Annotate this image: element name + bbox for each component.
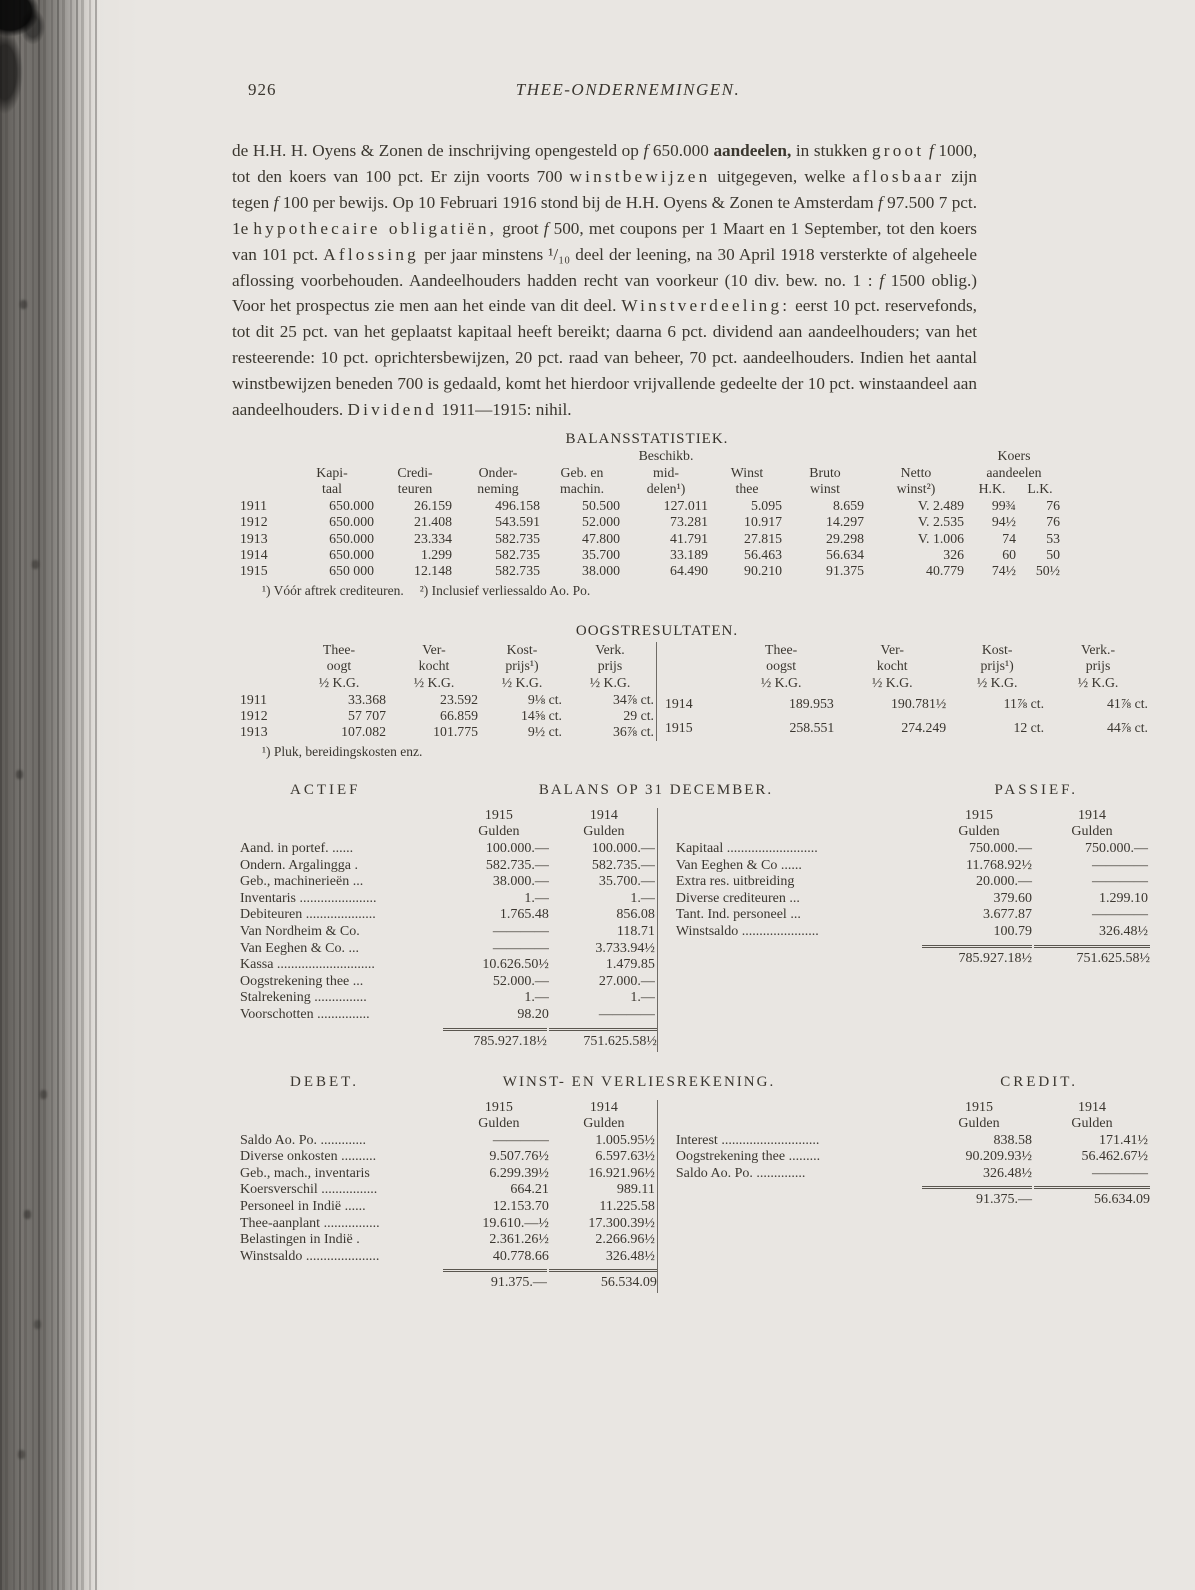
table-cell: ———— bbox=[1092, 857, 1148, 873]
table-row bbox=[232, 1249, 657, 1266]
table-cell: 1912 bbox=[240, 514, 268, 530]
table-cell: 189.953 bbox=[788, 695, 834, 711]
running-head bbox=[232, 80, 1150, 106]
table-cell: 57 707 bbox=[348, 707, 386, 723]
table-cell: Extra res. uitbreiding bbox=[675, 874, 795, 890]
table-cell: 66.859 bbox=[440, 707, 478, 723]
table-row bbox=[668, 1149, 1150, 1166]
table-cell: 76 bbox=[1046, 514, 1060, 530]
table-cell: 10.626.50½ bbox=[482, 957, 549, 973]
table-row bbox=[232, 1166, 657, 1183]
table-cell: 21.408 bbox=[414, 514, 452, 530]
paragraph-segment: eerst 10 pct. reservefonds, tot dit 25 pct. van het geplaatst kapitaal heeft bereikt; daarna 6 pct. dividend aan aandeelhouders; van het resteerende: 10 pct. oprichtersbewijzen, 20 pct. raad van beheer, 70 pct. aandeelhouders. Indien het aantal winstbewijzen beneden 700 is gedaald, komt het hierdoor vrijvallende gedeelte der 10 pct. winstaandeel aan aandeelhouders. bbox=[232, 296, 977, 420]
table-cell: 38.000.— bbox=[492, 874, 549, 890]
table-cell: 2.266.96½ bbox=[595, 1232, 655, 1248]
table-cell: 379.60 bbox=[993, 890, 1032, 906]
table-cell: Kassa ............................ bbox=[240, 957, 375, 973]
table-cell: 10.917 bbox=[744, 514, 782, 530]
table-cell: ———— bbox=[598, 1006, 655, 1022]
page-number: 926 bbox=[248, 80, 277, 99]
table-row bbox=[232, 957, 657, 974]
table-cell: 3.677.87 bbox=[983, 907, 1032, 923]
table-cell: 9.507.76½ bbox=[489, 1149, 549, 1165]
table-cell: 107.082 bbox=[341, 724, 386, 740]
table-cell: 56.463 bbox=[744, 546, 782, 562]
paragraph-segment: 1911—1915: nihil. bbox=[437, 400, 572, 420]
table-cell: 98.20 bbox=[517, 1006, 549, 1022]
table-cell: Oogstrekening thee ......... bbox=[675, 1149, 821, 1165]
paragraph-segment: groot bbox=[497, 218, 544, 238]
table-cell: 41⅞ ct. bbox=[1107, 695, 1148, 711]
table-cell: 1.479.85 bbox=[605, 957, 655, 973]
table-cell: 16.921.96½ bbox=[588, 1165, 655, 1181]
table-cell: Van Nordheim & Co. bbox=[240, 923, 360, 939]
table-cell: Stalrekening ............... bbox=[240, 990, 367, 1006]
table-cell: 496.158 bbox=[495, 497, 540, 513]
table-cell: Diverse onkosten .......... bbox=[240, 1149, 377, 1165]
paragraph-segment: Winstverdeeling: bbox=[621, 296, 791, 316]
table-cell: 582.735 bbox=[495, 530, 540, 546]
paragraph-segment: Aflossing bbox=[323, 244, 419, 264]
table-row bbox=[232, 692, 656, 708]
table-cell: 91.375 bbox=[826, 563, 864, 579]
table-cell: 127.011 bbox=[663, 497, 708, 513]
table-cell: 1.— bbox=[524, 890, 549, 906]
table-cell: 1912 bbox=[240, 707, 268, 723]
header-row-top: Kapi- Credi- Onder- Geb. en mid- Winst Bruto Netto aandeelen bbox=[316, 464, 1042, 480]
table-row bbox=[232, 708, 656, 724]
table-cell: 35.700 bbox=[582, 546, 620, 562]
paragraph-segment: 650.000 bbox=[648, 141, 714, 160]
table-row bbox=[232, 1007, 657, 1024]
table-cell: 9⅛ ct. bbox=[527, 691, 562, 707]
table-cell: 76 bbox=[1046, 497, 1060, 513]
table-cell: 36⅞ ct. bbox=[613, 724, 654, 740]
table-cell: 90.210 bbox=[744, 563, 782, 579]
table-row bbox=[232, 974, 657, 991]
table-cell: 90.209.93½ bbox=[965, 1149, 1032, 1165]
table-row bbox=[232, 1232, 657, 1249]
table-cell: 1915 bbox=[240, 563, 268, 579]
table-row bbox=[668, 874, 1150, 891]
passief-table: 1915 1914 Gulden Gulden Kapitaal .......................... 750.000.— 750.000.— Van Eeghen & Co ...... 11.768.92½ ———— Extra res. uitbreiding 20.000.— ———— Diverse crediteuren ... 379.60 1.299.10 Tant. Ind. personeel ... 3.677.87 ———— Winstsaldo ...................... 100.79 326.48½ bbox=[668, 808, 1150, 941]
debet-table: 1915 1914 Gulden Gulden Saldo Ao. Po. ............. ———— 1.005.95½ Diverse onkosten .......... 9.507.76½ 6.597.63½ Geb., mach., inventaris 6.299.39½ 16.921.96½ Koersverschil ................ 664.21 989.11 Personeel in Indië ...... 12.153.70 11.225.58 Thee-aanplant ................ 19.610.—½ 17.300.39½ Belastingen in Indië . 2.361.26½ 2.266.96½ Winstsaldo ..................... 40.778.66 326.48½ bbox=[232, 1100, 657, 1266]
table-cell: 12 ct. bbox=[1013, 720, 1045, 736]
paragraph-segment: hypothecaire obligatiën, bbox=[253, 218, 498, 238]
table-row bbox=[668, 841, 1150, 858]
table-cell: 33.189 bbox=[670, 546, 708, 562]
table-cell: 40.778.66 bbox=[492, 1248, 549, 1264]
table-cell: 23.334 bbox=[414, 530, 452, 546]
table-cell: Saldo Ao. Po. ............. bbox=[240, 1132, 367, 1148]
table-cell: 64.490 bbox=[670, 563, 708, 579]
table-row bbox=[232, 1149, 657, 1166]
table-cell: 856.08 bbox=[616, 907, 655, 923]
table-cell: 989.11 bbox=[616, 1182, 655, 1198]
paragraph-segment: 100 per bewijs. Op 10 Februari 1916 stond bij de H.H. Oyens & Zonen te Amsterdam bbox=[278, 192, 878, 212]
table-cell: 1.— bbox=[524, 990, 549, 1006]
table-cell: ———— bbox=[1092, 907, 1148, 923]
table-cell: ———— bbox=[1092, 1165, 1148, 1181]
table-cell: 50.500 bbox=[582, 497, 620, 513]
table-row bbox=[668, 858, 1150, 875]
debet-total: 91.375.— 56.534.09 bbox=[232, 1269, 657, 1293]
table-cell: 1911 bbox=[240, 497, 268, 513]
table-row bbox=[668, 907, 1150, 924]
table-cell: 1914 bbox=[665, 695, 693, 711]
table-cell: 8.659 bbox=[832, 497, 864, 513]
table-cell: 56.462.67½ bbox=[1081, 1149, 1148, 1165]
table-cell: 52.000 bbox=[582, 514, 620, 530]
table-row bbox=[232, 498, 1062, 514]
winst-verlies-title: WINST- EN VERLIESREKENING. bbox=[502, 1073, 776, 1090]
table-cell: 50 bbox=[1046, 546, 1060, 562]
table-cell: 326.48½ bbox=[1099, 923, 1148, 939]
table-row bbox=[232, 1199, 657, 1216]
table-cell: 2.361.26½ bbox=[489, 1232, 549, 1248]
table-cell: 543.591 bbox=[495, 514, 540, 530]
paragraph-segment: de H.H. H. Oyens & Zonen de inschrijving opengesteld op bbox=[232, 141, 644, 160]
credit-total: 91.375.— 56.634.09 bbox=[668, 1186, 1150, 1210]
paragraph-segment: f bbox=[273, 192, 279, 212]
table-cell: 6.299.39½ bbox=[489, 1165, 549, 1181]
paragraph-segment: f bbox=[543, 218, 549, 238]
header-row-beschikb: Beschikb. Koers bbox=[638, 447, 1031, 463]
table-cell: 38.000 bbox=[582, 563, 620, 579]
credit-table: 1915 1914 Gulden Gulden Interest ............................ 838.58 171.41½ Oogstrekening thee ......... 90.209.93½ 56.462.67½ Saldo Ao. Po. .............. 326.48½ ———— bbox=[668, 1100, 1150, 1183]
table-row bbox=[668, 924, 1150, 941]
balansstatistiek-title: BALANSSTATISTIEK. bbox=[565, 430, 729, 447]
table-cell: V. 2.489 bbox=[917, 497, 964, 513]
paragraph-segment: 1500 oblig.) Voor het prospectus zie men aan het einde van dit deel. bbox=[232, 270, 977, 316]
header-row-bottom: taal teuren neming machin. delen¹) thee winst winst²) H.K. L.K. bbox=[322, 481, 1053, 497]
table-cell: 1.765.48 bbox=[499, 907, 549, 923]
paragraph-segment: f bbox=[643, 141, 649, 160]
paragraph-segment: f bbox=[877, 192, 883, 212]
table-cell: 41.791 bbox=[670, 530, 708, 546]
table-cell: 274.249 bbox=[901, 720, 947, 736]
table-cell: 171.41½ bbox=[1099, 1132, 1148, 1148]
table-cell: Winstsaldo ..................... bbox=[240, 1248, 380, 1264]
paragraph-segment: 1000, tot den koers van 100 pct. Er zijn voorts 700 bbox=[232, 141, 978, 186]
table-cell: 650.000 bbox=[329, 530, 374, 546]
oogstresultaten-footnote: ¹) Pluk, bereidingskosten enz. bbox=[262, 743, 423, 759]
table-cell: 326 bbox=[943, 546, 964, 562]
paragraph-segment: per jaar minstens ¹/₁₀ deel der leening, na 30 April 1918 versterkte of algeheele aflossing voorbehouden. Aandeelhouders hadden recht van voorkeur (10 div. bew. no. 1 : bbox=[232, 244, 977, 290]
table-cell: 750.000.— bbox=[1085, 840, 1148, 856]
table-row bbox=[232, 531, 1062, 547]
table-cell: 258.551 bbox=[789, 720, 835, 736]
table-cell: 11⅞ ct. bbox=[1003, 695, 1045, 711]
table-cell: 5.095 bbox=[750, 497, 782, 513]
oogstresultaten-title: OOGSTRESULTATEN. bbox=[575, 622, 739, 639]
table-cell: 53 bbox=[1046, 530, 1060, 546]
table-cell: 34⅞ ct. bbox=[613, 691, 654, 707]
balans-section bbox=[232, 782, 1150, 1052]
table-cell: 582.735.— bbox=[591, 857, 655, 873]
actief-table: 1915 1914 Gulden Gulden Aand. in portef. ...... 100.000.— 100.000.— Ondern. Argalingga . 582.735.— 582.735.— Geb., machinerieën ... 38.000.— 35.700.— Inventaris ...................... 1.— 1.— Debiteuren .................... 1.765.48 856.08 Van Nordheim & Co. ———— 118.71 Van Eeghen & Co. ... ———— 3.733.94½ Kassa ............................ 10.626.50½ 1.479.85 Oogstrekening thee ... 52.000.— 27.000.— Stalrekening ............... 1.— 1.— Voorschotten ............... 98.20 ———— bbox=[232, 808, 657, 1024]
table-cell: 52.000.— bbox=[492, 973, 549, 989]
table-cell: Inventaris ...................... bbox=[240, 890, 377, 906]
table-row bbox=[232, 514, 1062, 530]
balansstatistiek-table bbox=[232, 448, 1062, 580]
table-cell: 650.000 bbox=[329, 497, 374, 513]
table-cell: 14.297 bbox=[826, 514, 864, 530]
table-row bbox=[232, 1182, 657, 1199]
actief-total: 785.927.18½ 751.625.58½ bbox=[232, 1028, 657, 1052]
table-cell: Ondern. Argalingga . bbox=[240, 857, 358, 873]
table-cell: 838.58 bbox=[993, 1132, 1032, 1148]
table-cell: Voorschotten ............... bbox=[240, 1006, 370, 1022]
winst-verlies-section bbox=[232, 1074, 1150, 1294]
table-cell: 11.768.92½ bbox=[966, 857, 1032, 873]
table-row bbox=[232, 874, 657, 891]
table-cell: 326.48½ bbox=[605, 1248, 655, 1264]
table-cell: Interest ............................ bbox=[675, 1132, 820, 1148]
table-row bbox=[668, 891, 1150, 908]
balans-title: BALANS OP 31 DECEMBER. bbox=[538, 781, 774, 798]
table-cell: 20.000.— bbox=[976, 874, 1032, 890]
paragraph-segment: uitgegeven, welke bbox=[710, 166, 853, 186]
table-cell: 582.735.— bbox=[485, 857, 549, 873]
table-cell: 1.— bbox=[630, 890, 655, 906]
table-cell: 17.300.39½ bbox=[588, 1215, 655, 1231]
table-row bbox=[232, 841, 657, 858]
debet-column bbox=[232, 1100, 657, 1294]
table-cell: Koersverschil ................ bbox=[240, 1182, 378, 1198]
table-cell: 23.592 bbox=[440, 691, 478, 707]
table-cell: 27.815 bbox=[744, 530, 782, 546]
table-cell: V. 2.535 bbox=[917, 514, 964, 530]
table-cell: Diverse crediteuren ... bbox=[675, 890, 800, 906]
table-cell: 99¾ bbox=[991, 497, 1016, 513]
main-paragraph bbox=[232, 138, 977, 423]
table-cell: 100.000.— bbox=[591, 840, 655, 856]
table-cell: 118.71 bbox=[616, 923, 655, 939]
paragraph-segment: in stukken bbox=[791, 141, 873, 160]
table-cell: Aand. in portef. ...... bbox=[240, 840, 354, 856]
paragraph-segment: aflosbaar bbox=[852, 166, 945, 186]
table-cell: 74 bbox=[1002, 530, 1016, 546]
paragraph-segment: groot bbox=[872, 141, 925, 160]
paragraph-segment: 97.500 7 pct. 1e bbox=[232, 192, 977, 238]
table-cell: ———— bbox=[492, 1132, 549, 1148]
table-cell: Tant. Ind. personeel ... bbox=[675, 907, 801, 923]
table-cell: 750.000.— bbox=[969, 840, 1032, 856]
table-row bbox=[232, 547, 1062, 563]
table-cell: 1911 bbox=[240, 691, 268, 707]
table-cell: Van Eeghen & Co. ... bbox=[240, 940, 359, 956]
paragraph-segment: aandeelen, bbox=[713, 141, 792, 160]
table-cell: 100.79 bbox=[993, 923, 1032, 939]
table-cell: 12.153.70 bbox=[492, 1199, 549, 1215]
table-cell: Debiteuren .................... bbox=[240, 907, 376, 923]
page-header-title: THEE-ONDERNEMINGEN. bbox=[515, 80, 741, 99]
table-cell: 26.159 bbox=[414, 497, 452, 513]
table-cell: Geb., mach., inventaris bbox=[240, 1165, 370, 1181]
table-cell: 1.005.95½ bbox=[595, 1132, 655, 1148]
table-cell: 11.225.58 bbox=[599, 1199, 655, 1215]
table-cell: 1913 bbox=[240, 724, 268, 740]
table-cell: 33.368 bbox=[348, 691, 386, 707]
table-row bbox=[232, 1216, 657, 1233]
table-cell: 100.000.— bbox=[485, 840, 549, 856]
table-cell: 19.610.—½ bbox=[482, 1215, 549, 1231]
table-cell: 9½ ct. bbox=[527, 724, 562, 740]
table-cell: 1913 bbox=[240, 530, 268, 546]
balansstatistiek-section bbox=[232, 431, 1062, 599]
oogstresultaten-table-left: Thee- Ver- Kost- Verk. oogt kocht prijs¹) prijs ½ K.G. ½ K.G. ½ K.G. ½ K.G. 1911 33.368 23.592 9⅛ ct. 34⅞ ct. 1912 57 707 66.859 14⅝ ct. 29 ct. 1913 107.082 101.775 9½ ct. 36⅞ ct. bbox=[232, 642, 656, 741]
table-cell: 29.298 bbox=[826, 530, 864, 546]
table-cell: 35.700.— bbox=[598, 874, 655, 890]
table-cell: Belastingen in Indië . bbox=[240, 1232, 360, 1248]
oogstresultaten-table-right: Thee- Ver- Kost- Verk.- oogst kocht prijs¹) prijs ½ K.G. ½ K.G. ½ K.G. ½ K.G. 1914 189.953 190.781½ 11⅞ ct. 41⅞ ct. 1915 258.551 274.249 12 ct. 44⅞ ct. bbox=[656, 642, 1150, 741]
table-cell: Saldo Ao. Po. .............. bbox=[675, 1165, 806, 1181]
table-cell: Thee-aanplant ................ bbox=[240, 1215, 380, 1231]
actief-label: ACTIEF bbox=[290, 781, 361, 798]
table-cell: Kapitaal .......................... bbox=[675, 840, 818, 856]
table-cell: 101.775 bbox=[433, 724, 478, 740]
table-cell: 3.733.94½ bbox=[595, 940, 655, 956]
table-cell: 40.779 bbox=[926, 563, 964, 579]
table-cell: 664.21 bbox=[510, 1182, 549, 1198]
passief-label: PASSIEF. bbox=[994, 781, 1078, 798]
table-cell: 47.800 bbox=[582, 530, 620, 546]
table-cell: 582.735 bbox=[495, 546, 540, 562]
credit-label: CREDIT. bbox=[1000, 1073, 1078, 1090]
table-cell: 1.299.10 bbox=[1099, 890, 1148, 906]
table-cell: 6.597.63½ bbox=[595, 1149, 655, 1165]
table-cell: Geb., machinerieën ... bbox=[240, 874, 364, 890]
passief-total: 785.927.18½ 751.625.58½ bbox=[668, 945, 1150, 969]
table-cell: 650 000 bbox=[329, 563, 374, 579]
table-row bbox=[232, 924, 657, 941]
table-cell: 1.299 bbox=[420, 546, 452, 562]
table-cell: 190.781½ bbox=[891, 695, 947, 711]
table-cell: 73.281 bbox=[670, 514, 708, 530]
paragraph-segment: winstbewijzen bbox=[569, 166, 711, 186]
table-cell: Van Eeghen & Co ...... bbox=[675, 857, 802, 873]
table-cell: 12.148 bbox=[414, 563, 452, 579]
passief-column bbox=[657, 808, 1150, 1052]
table-cell: Winstsaldo ...................... bbox=[675, 923, 819, 939]
table-cell: 44⅞ ct. bbox=[1107, 720, 1148, 736]
table-cell: Personeel in Indië ...... bbox=[240, 1199, 366, 1215]
table-cell: ———— bbox=[1092, 874, 1148, 890]
table-cell: 14⅝ ct. bbox=[521, 707, 562, 723]
paragraph-segment: f bbox=[928, 141, 934, 160]
table-cell: Oogstrekening thee ... bbox=[240, 973, 364, 989]
table-cell: 582.735 bbox=[495, 563, 540, 579]
table-cell: 1915 bbox=[665, 720, 693, 736]
paragraph-segment: zijn tegen bbox=[232, 166, 977, 212]
table-cell: ———— bbox=[492, 940, 549, 956]
table-cell: 50½ bbox=[1035, 563, 1060, 579]
table-cell: 650.000 bbox=[329, 546, 374, 562]
oogstresultaten-section bbox=[232, 623, 1152, 760]
table-cell: 27.000.— bbox=[598, 973, 655, 989]
table-row bbox=[232, 563, 1062, 579]
table-row bbox=[232, 907, 657, 924]
table-cell: 60 bbox=[1002, 546, 1016, 562]
table-row bbox=[232, 891, 657, 908]
table-cell: 326.48½ bbox=[983, 1165, 1032, 1181]
table-cell: 1.— bbox=[630, 990, 655, 1006]
table-row bbox=[232, 990, 657, 1007]
balansstatistiek-footnote: ¹) Vóór aftrek crediteuren. ²) Inclusief verliessaldo Ao. Po. bbox=[262, 582, 591, 598]
table-row bbox=[668, 1166, 1150, 1183]
table-cell: 29 ct. bbox=[623, 707, 654, 723]
table-row bbox=[657, 692, 1151, 717]
table-row bbox=[668, 1133, 1150, 1150]
table-row bbox=[232, 858, 657, 875]
table-cell: 1914 bbox=[240, 546, 268, 562]
table-cell: 650.000 bbox=[329, 514, 374, 530]
table-cell: 94½ bbox=[991, 514, 1016, 530]
table-cell: V. 1.006 bbox=[917, 530, 964, 546]
paragraph-segment: Dividend bbox=[347, 400, 438, 420]
table-row bbox=[657, 716, 1151, 741]
paragraph-segment: f bbox=[879, 270, 884, 290]
credit-column bbox=[657, 1100, 1150, 1294]
paragraph-segment: 500, met coupons per 1 Maart en 1 September, tot den koers van 101 pct. bbox=[232, 218, 977, 264]
debet-label: DEBET. bbox=[290, 1073, 359, 1090]
table-cell: 56.634 bbox=[826, 546, 864, 562]
actief-column bbox=[232, 808, 657, 1052]
table-row bbox=[232, 941, 657, 958]
table-cell: ———— bbox=[492, 923, 549, 939]
table-row bbox=[232, 724, 656, 740]
table-row bbox=[232, 1133, 657, 1150]
table-cell: 74½ bbox=[991, 563, 1016, 579]
